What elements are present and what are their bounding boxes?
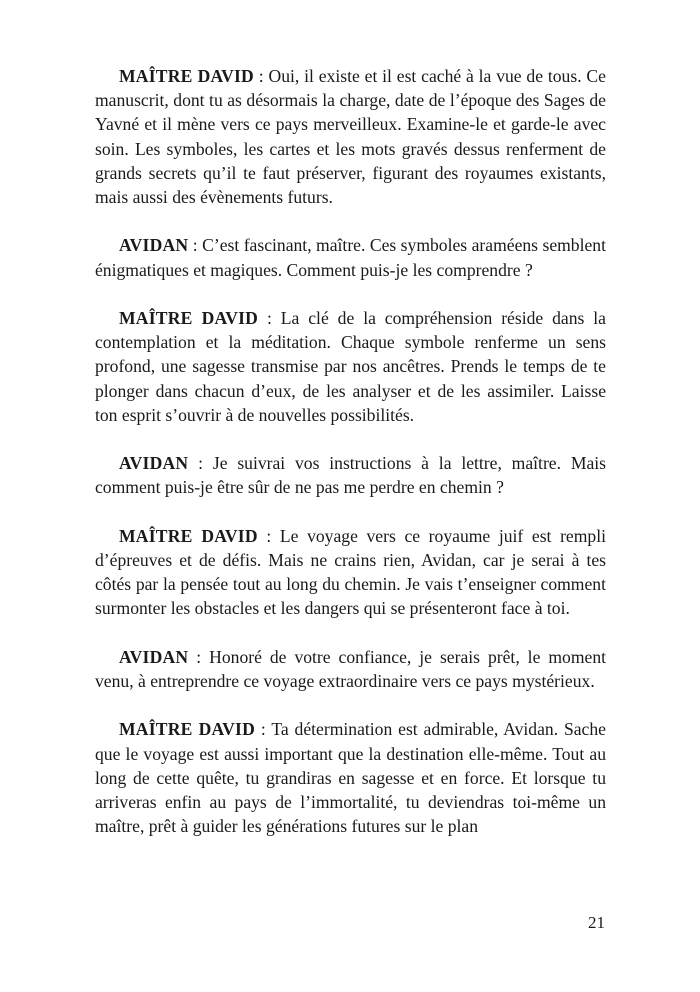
speaker-name: AVIDAN [119,235,189,256]
speaker-separator: : [257,525,280,546]
dialogue-text: La clé de la compréhension réside dans la contemplation et la méditation. Chaque symbole renferme un sens profond, une sagesse transmise par nos ancêtres. Prends le temps de te plonger dans chacun d’eux, de les analyser et de les assimiler. Laisse ton esprit s’ouvrir à de nouvelles possibilités. [95,308,606,425]
speaker-separator: : [188,453,213,474]
speaker-name: MAÎTRE DAVID [119,308,259,328]
speaker-name: MAÎTRE DAVID [119,525,258,546]
dialogue-paragraph-4 [95,451,606,499]
book-page-body [95,64,606,863]
dialogue-text: Ta détermination est admirable, Avidan. Sache que le voyage est aussi important que la destination elle-même. Tout au long de cette quête, tu grandiras en sagesse et en force. Et lorsque tu arriveras enfin au pays de l’immortalité, tu deviendras toi-même un maître, prêt à guider les générations futures sur le plan [95,719,606,837]
speaker-name: AVIDAN [119,646,189,667]
speaker-separator: : [255,719,272,740]
dialogue-paragraph-3 [95,306,606,427]
speaker-separator: : [258,308,281,328]
dialogue-text: Oui, il existe et il est caché à la vue de tous. Ce manuscrit, dont tu as désormais la charge, date de l’époque des Sages de Yavné et il mène vers ce pays merveilleux. Examine-le et garde-le avec soin. Les symboles, les cartes et les mots gravés dessus renferment de grands secrets qu’il te faut préserver, figurant des royaumes existants, mais aussi des évènements futurs. [95,66,606,208]
dialogue-text: C’est fascinant, maître. Ces symboles araméens semblent énigmatiques et magiques. Comment puis-je les comprendre ? [95,235,606,280]
dialogue-text: Je suivrai vos instructions à la lettre, maître. Mais comment puis-je être sûr de ne pas me perdre en chemin ? [95,453,607,498]
dialogue-paragraph-6 [95,645,606,693]
dialogue-paragraph-7 [95,717,606,838]
dialogue-paragraph-5 [95,524,606,621]
speaker-separator: : [188,235,203,256]
page-number: 21 [588,913,605,932]
speaker-name: MAÎTRE DAVID [119,66,254,86]
speaker-name: AVIDAN [119,453,189,474]
dialogue-text: Le voyage vers ce royaume juif est rempli d’épreuves et de défis. Mais ne crains rien, Avidan, car je serai à tes côtés par la pensée tout au long du chemin. Je vais t’enseigner comment surmonter les obstacles et les dangers qui se présenteront face à toi. [95,525,606,619]
speaker-separator: : [188,646,210,667]
speaker-name: MAÎTRE DAVID [119,719,256,740]
dialogue-text: Honoré de votre confiance, je serais prêt, le moment venu, à entreprendre ce voyage extraordinaire vers ce pays mystérieux. [95,646,607,691]
dialogue-paragraph-1 [95,64,606,209]
speaker-separator: : [253,66,269,86]
dialogue-paragraph-2 [95,233,606,281]
